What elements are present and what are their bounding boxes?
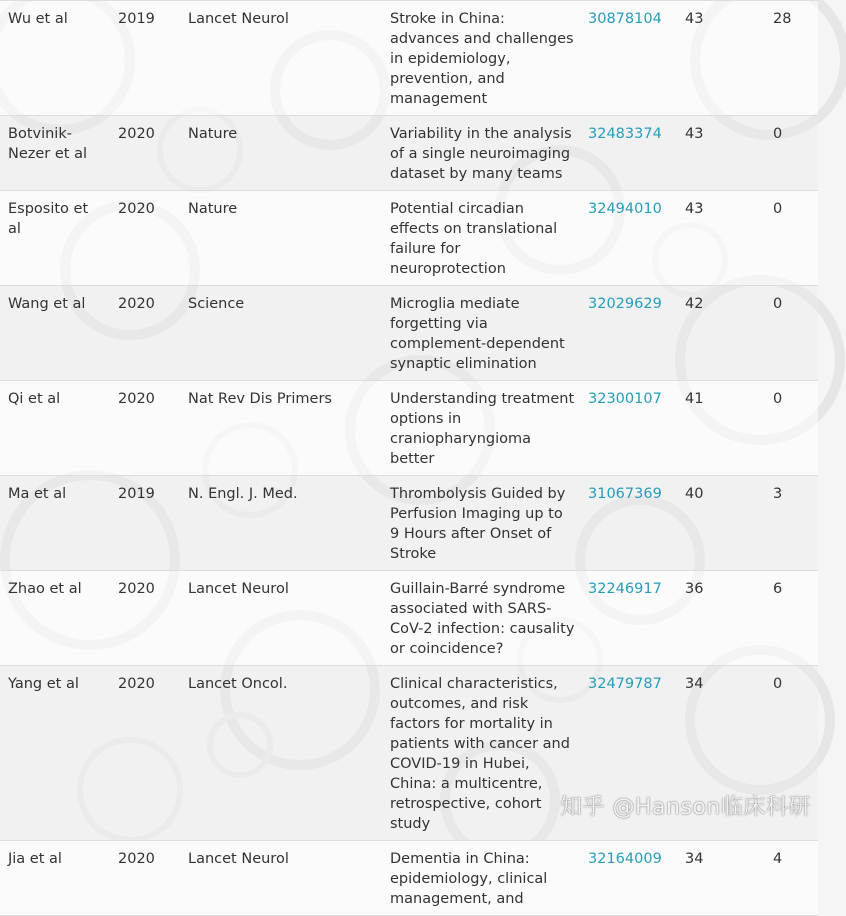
- author-cell: Wang et al: [0, 286, 110, 381]
- year-cell: 2020: [110, 841, 180, 916]
- pmid-link[interactable]: 32164009: [588, 851, 662, 867]
- year-cell: 2019: [110, 476, 180, 571]
- title-cell: Stroke in China: advances and challenges in epidemiology, prevention, and management: [382, 1, 580, 116]
- citations-cell: 34: [677, 841, 765, 916]
- table-row: [0, 286, 818, 381]
- author-cell: Zhao et al: [0, 571, 110, 666]
- count-cell: 6: [765, 571, 818, 666]
- title-cell: Variability in the analysis of a single neuroimaging dataset by many teams: [382, 116, 580, 191]
- title-cell: Thrombolysis Guided by Perfusion Imaging up to 9 Hours after Onset of Stroke: [382, 476, 580, 571]
- pmid-link[interactable]: 32479787: [588, 676, 662, 692]
- journal-cell: Nat Rev Dis Primers: [180, 381, 382, 476]
- table-row: [0, 381, 818, 476]
- table-row: [0, 571, 818, 666]
- count-cell: 0: [765, 666, 818, 841]
- year-cell: 2020: [110, 381, 180, 476]
- count-cell: 0: [765, 286, 818, 381]
- citations-cell: 41: [677, 381, 765, 476]
- count-cell: 0: [765, 116, 818, 191]
- pmid-link[interactable]: 31067369: [588, 486, 662, 502]
- pmid-link[interactable]: 32494010: [588, 201, 662, 217]
- pmid-cell: [580, 571, 677, 666]
- journal-cell: Science: [180, 286, 382, 381]
- pmid-cell: [580, 116, 677, 191]
- pmid-link[interactable]: 30878104: [588, 11, 662, 27]
- title-cell: Clinical characteristics, outcomes, and risk factors for mortality in patients with cancer and COVID-19 in Hubei, China: a multicentre, retrospective, cohort study: [382, 666, 580, 841]
- year-cell: 2020: [110, 666, 180, 841]
- title-cell: Potential circadian effects on translational failure for neuroprotection: [382, 191, 580, 286]
- table-row: [0, 191, 818, 286]
- citations-cell: 43: [677, 191, 765, 286]
- count-cell: 3: [765, 476, 818, 571]
- year-cell: 2020: [110, 191, 180, 286]
- pmid-cell: [580, 1, 677, 116]
- pmid-link[interactable]: 32246917: [588, 581, 662, 597]
- count-cell: 4: [765, 841, 818, 916]
- title-cell: Microglia mediate forgetting via complement-dependent synaptic elimination: [382, 286, 580, 381]
- table-row: [0, 841, 818, 916]
- citations-cell: 43: [677, 1, 765, 116]
- citations-cell: 34: [677, 666, 765, 841]
- table-row: [0, 476, 818, 571]
- pmid-link[interactable]: 32483374: [588, 126, 662, 142]
- year-cell: 2020: [110, 571, 180, 666]
- citations-cell: 36: [677, 571, 765, 666]
- year-cell: 2020: [110, 116, 180, 191]
- pmid-cell: [580, 476, 677, 571]
- author-cell: Qi et al: [0, 381, 110, 476]
- author-cell: Wu et al: [0, 1, 110, 116]
- author-cell: Yang et al: [0, 666, 110, 841]
- pmid-cell: [580, 381, 677, 476]
- author-cell: Esposito et al: [0, 191, 110, 286]
- table-row: [0, 1, 818, 116]
- title-cell: Understanding treatment options in craniopharyngioma better: [382, 381, 580, 476]
- pmid-link[interactable]: 32300107: [588, 391, 662, 407]
- journal-cell: Lancet Neurol: [180, 571, 382, 666]
- pmid-cell: [580, 286, 677, 381]
- citations-cell: 43: [677, 116, 765, 191]
- pmid-cell: [580, 841, 677, 916]
- watermark-text: 知乎 @Hanson临床科研: [560, 795, 811, 820]
- journal-cell: Nature: [180, 191, 382, 286]
- count-cell: 0: [765, 381, 818, 476]
- pmid-cell: [580, 191, 677, 286]
- author-cell: Ma et al: [0, 476, 110, 571]
- pmid-link[interactable]: 32029629: [588, 296, 662, 312]
- journal-cell: N. Engl. J. Med.: [180, 476, 382, 571]
- journal-cell: Lancet Oncol.: [180, 666, 382, 841]
- journal-cell: Lancet Neurol: [180, 1, 382, 116]
- title-cell: Guillain-Barré syndrome associated with SARS-CoV-2 infection: causality or coincidence?: [382, 571, 580, 666]
- year-cell: 2019: [110, 1, 180, 116]
- citations-cell: 40: [677, 476, 765, 571]
- author-cell: Botvinik-Nezer et al: [0, 116, 110, 191]
- author-cell: Jia et al: [0, 841, 110, 916]
- year-cell: 2020: [110, 286, 180, 381]
- count-cell: 28: [765, 1, 818, 116]
- title-cell: Dementia in China: epidemiology, clinical management, and: [382, 841, 580, 916]
- journal-cell: Lancet Neurol: [180, 841, 382, 916]
- citations-cell: 42: [677, 286, 765, 381]
- count-cell: 0: [765, 191, 818, 286]
- journal-cell: Nature: [180, 116, 382, 191]
- table-row: [0, 116, 818, 191]
